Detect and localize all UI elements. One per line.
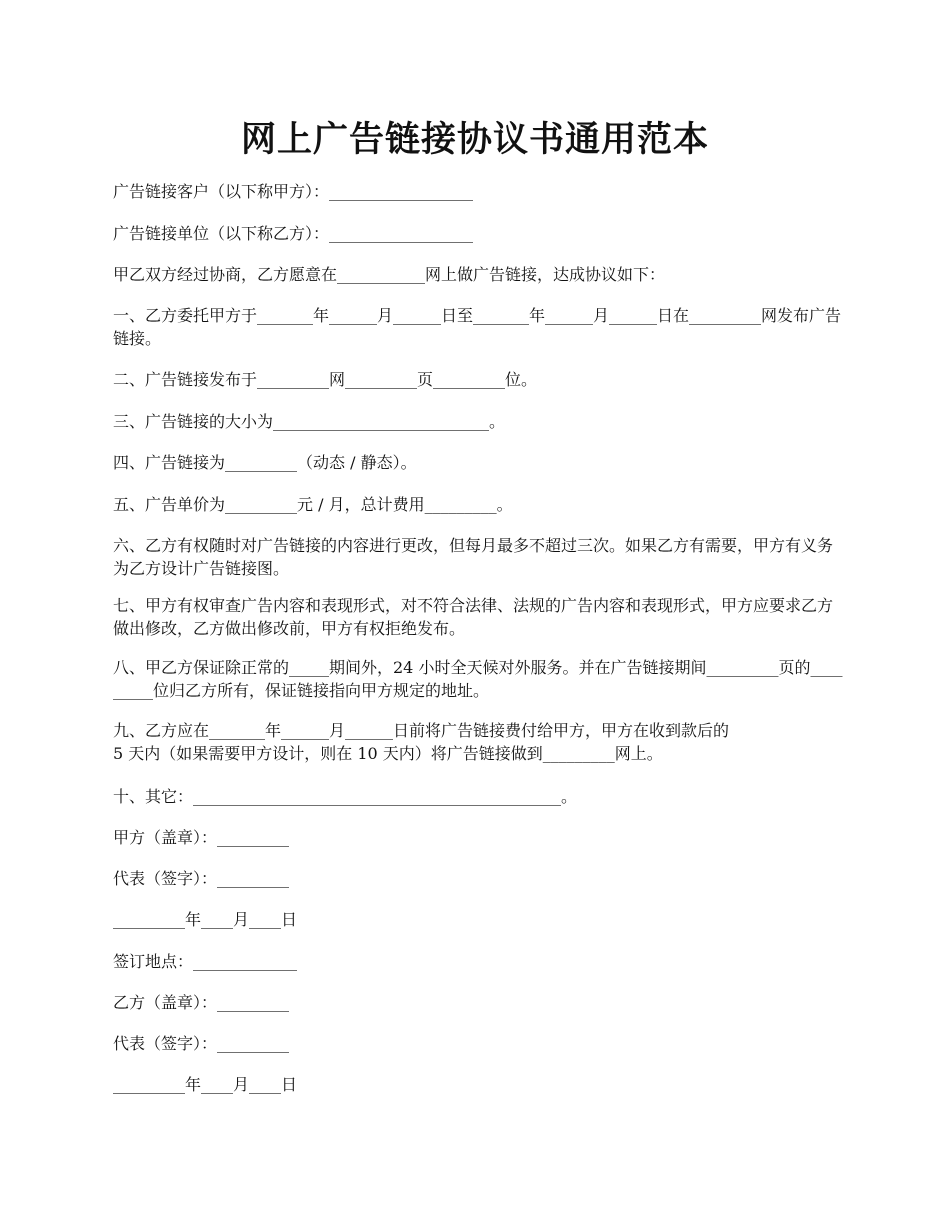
clause-8: 八、甲乙方保证除正常的_____期间外，24 小时全天候对外服务。并在广告链接期间_________页的_________位归乙方所有，保证链接指向甲方规定的地址。 — [113, 658, 843, 700]
party-b-representative: 代表（签字）：_________ — [113, 1034, 290, 1053]
clause-5: 五、广告单价为_________元 / 月，总计费用_________。 — [113, 495, 513, 514]
clause-preamble: 甲乙双方经过协商，乙方愿意在___________网上做广告链接，达成协议如下： — [113, 265, 666, 284]
clause-4: 四、广告链接为_________（动态 / 静态）。 — [113, 453, 417, 472]
document-title: 网上广告链接协议书通用范本 — [240, 119, 709, 160]
clause-6: 六、乙方有权随时对广告链接的内容进行更改，但每月最多不超过三次。如果乙方有需要，甲方有义务为乙方设计广告链接图。 — [113, 536, 834, 578]
clause-2: 二、广告链接发布于_________网_________页_________位。 — [113, 370, 538, 389]
party-a-seal: 甲方（盖章）：_________ — [113, 828, 290, 847]
clause-9: 九、乙方应在_______年______月______日前将广告链接费付给甲方，甲方在收到款后的 5 天内（如果需要甲方设计，则在 10 天内）将广告链接做到_________网上。 — [113, 721, 730, 763]
signing-location: 签订地点：_____________ — [113, 952, 298, 971]
clause-client: 广告链接客户（以下称甲方）：__________________ — [113, 182, 474, 201]
clause-7: 七、甲方有权审查广告内容和表现形式，对不符合法律、法规的广告内容和表现形式，甲方应要求乙方做出修改，乙方做出修改前，甲方有权拒绝发布。 — [113, 596, 834, 638]
clause-3: 三、广告链接的大小为___________________________。 — [113, 412, 506, 431]
party-b-date: _________年____月____日 — [113, 1075, 298, 1094]
clause-agency: 广告链接单位（以下称乙方）：__________________ — [113, 224, 474, 243]
party-b-seal: 乙方（盖章）：_________ — [113, 993, 290, 1012]
clause-1: 一、乙方委托甲方于_______年______月______日至_______年______月______日在_________网发布广告链接。 — [113, 306, 842, 348]
clause-10: 十、其它：______________________________________________。 — [113, 787, 578, 806]
party-a-date: _________年____月____日 — [113, 910, 298, 929]
party-a-representative: 代表（签字）：_________ — [113, 869, 290, 888]
